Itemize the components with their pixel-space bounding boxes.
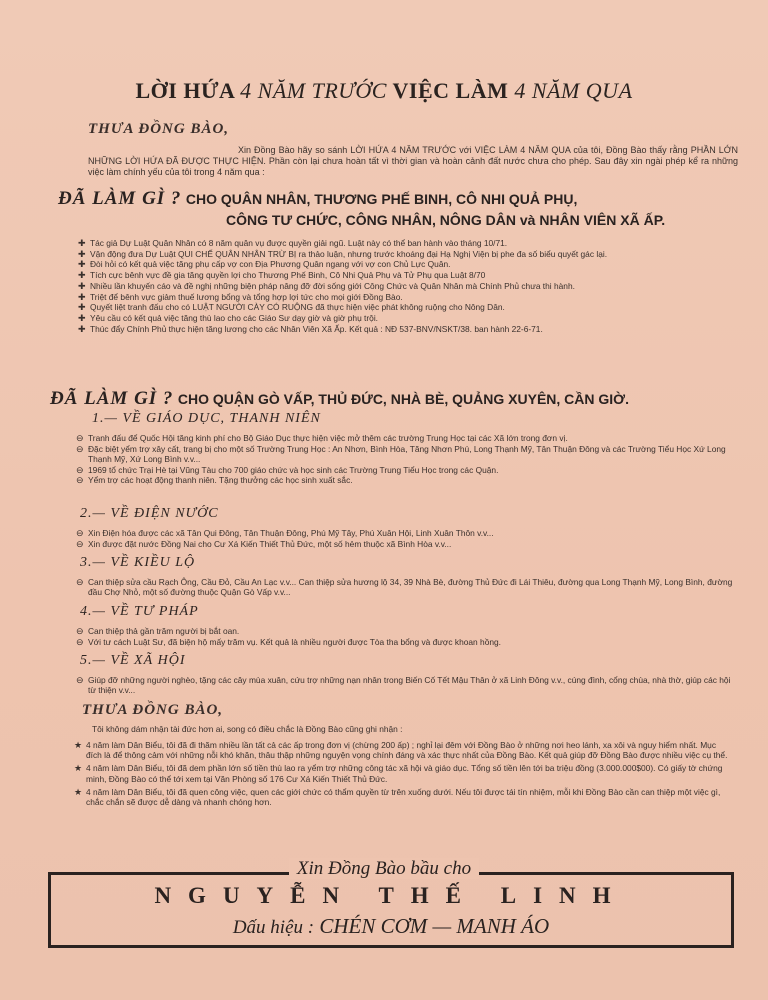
candidate-symbol [48,914,734,939]
list-item: ✚ Tác giả Dự Luật Quân Nhân có 8 năm quân vụ được quyền giải ngũ. Luật này có thể ban hành vào tháng 10/71. [78,238,508,248]
subsection-4-list [76,626,734,647]
star-bullet-icon: ★ [74,786,83,797]
circle-bullet-icon: ⊖ [76,443,84,454]
cross-bullet-icon: ✚ [78,270,86,281]
cross-bullet-icon: ✚ [78,291,86,302]
list-item: ★ 4 năm làm Dân Biểu, tôi đã quen công việc, quen các giới chức có thẩm quyền từ trên xuống dưới. Nếu tôi được tái tín nhiệm, mỗi khi Đồng Bào cần can thiệp một việc gì, chắc chắn sẽ được dễ dàng và nhanh chóng hơn. [74,786,721,808]
list-item: ⊖ Xin Điện hóa được các xã Tân Qui Đông, Tân Thuận Đông, Phú Mỹ Tây, Phú Xuân Hội, Linh Xuân Thôn v.v... [76,528,494,538]
subsection-3-heading: 3.— VỀ KIỀU LỘ [80,555,196,570]
cross-bullet-icon: ✚ [78,248,86,259]
list-item: ⊖ 1969 tổ chức Trại Hè tại Vũng Tàu cho 700 giáo chức và học sinh các Trường Trung Tiểu Học trong các Quận. [76,464,499,475]
list-item: ✚ Yêu cầu có kết quả việc tăng thù lao cho các Giáo Sư dạy giờ và giờ phụ trội. [78,312,379,323]
list-item: ⊖ Giúp đỡ những người nghèo, tặng các cây mùa xuân, cứu trợ những nạn nhân trong Biến Cố Tết Mậu Thân ở xã Linh Đông v.v., cúng đình, cổng chùa, nhà thờ, giúp các hội từ thiện v.v... [76,675,731,696]
section-1-list [78,238,733,334]
symbol-label: Dấu hiệu : [232,917,315,938]
cross-bullet-icon: ✚ [78,280,86,291]
circle-bullet-icon: ⊖ [76,675,84,685]
subsection-2-list [76,528,734,549]
page-title [0,78,768,104]
title-part-4: 4 NĂM QUA [514,78,633,103]
cross-bullet-icon: ✚ [78,238,86,248]
closing-text: Tôi không dám nhận tài đức hơn ai, song có điều chắc là Đồng Bào cũng ghi nhận : [92,724,403,734]
section-1-line-1: CHO QUÂN NHÂN, THƯƠNG PHẾ BINH, CÔ NHI QUẢ PHỤ, [185,191,578,207]
list-item: ✚ Đòi hỏi có kết quả việc tăng phụ cấp vợ con Địa Phương Quân ngang với vợ con Chủ Lực Quân. [78,259,451,270]
list-item: ⊖ Can thiệp sửa cầu Rạch Ông, Cầu Đỏ, Cầu An Lạc v.v... Can thiệp sửa hương lộ 34, 39 Nhà Bè, đường Thủ Đức đi Lái Thiêu, đường qua Long Thạnh Mỹ, Long Bình, đường đầu Chợ Nhỏ, một số đường thuộc Quận Gò Vấp v.v... [76,577,733,598]
list-item: ✚ Vận động đưa Dự Luật QUI CHẾ QUÂN NHÂN TRỪ BỊ ra thảo luận, nhưng trước khoáng đại Hạ Nghị Viện bị phe đa số biểu quyết gác lại. [78,248,608,259]
title-part-1: LỜI HỨA [135,78,235,103]
subsection-1-heading: 1.— VỀ GIÁO DỤC, THANH NIÊN [92,411,321,426]
subsection-1-list [76,433,734,486]
greeting: THƯA ĐỒNG BÀO, [88,121,230,137]
list-item: ✚ Tích cực bênh vực đề gia tăng quyền lợi cho Thương Phế Binh, Cô Nhi Quả Phụ và Tử Phụ qua Luật 8/70 [78,270,486,281]
cross-bullet-icon: ✚ [78,259,86,270]
star-bullet-icon: ★ [74,740,83,750]
title-part-3: VIỆC LÀM [392,78,509,103]
list-item: ⊖ Xin được đặt nước Đồng Nai cho Cư Xá Kiến Thiết Thủ Đức, một số hẻm thuộc xã Bình Hòa v.v... [76,538,452,549]
cross-bullet-icon: ✚ [78,312,86,323]
intro-paragraph [88,145,738,178]
circle-bullet-icon: ⊖ [76,577,84,587]
circle-bullet-icon: ⊖ [76,626,84,636]
circle-bullet-icon: ⊖ [76,528,84,538]
section-2-line-1: CHO QUẬN GÒ VẤP, THỦ ĐỨC, NHÀ BÈ, QUẢNG XUYÊN, CẦN GIỜ. [177,391,630,407]
list-item: ★ 4 năm làm Dân Biểu, tôi đã dem phần lớn số tiền thù lao ra yểm trợ những công tác xã hội và giáo dục. Tổng số tiền lên tới ba triệu đồng (3.000.000$00). Có giấy tờ chứng minh, Đồng Bào có thể tới xem tại Văn Phòng số 176 Cư Xá Kiến Thiết Thủ Đức. [74,763,723,784]
cross-bullet-icon: ✚ [78,323,86,334]
circle-bullet-icon: ⊖ [76,464,84,475]
list-item: ⊖ Với tư cách Luật Sư, đã biện hộ mấy trăm vụ. Kết quả là nhiều người được Tòa tha bổng và được khoan hồng. [76,636,502,647]
list-item: ⊖ Yểm trợ các hoạt động thanh niên. Tặng thưởng các học sinh xuất sắc. [76,475,353,486]
section-1-lead: ĐÃ LÀM GÌ ? [58,188,182,209]
list-item: ✚ Quyết liệt tranh đấu cho có LUẬT NGƯỜI CÀY CÓ RUỘNG đã thực hiện việc phát không ruộng cho Nông Dân. [78,302,505,313]
subsection-2-heading: 2.— VỀ ĐIỆN NƯỚC [80,506,219,521]
section-2-lead: ĐÃ LÀM GÌ ? [50,388,174,409]
section-1-heading [58,188,758,228]
title-part-2: 4 NĂM TRƯỚC [240,78,387,103]
list-item: ⊖ Tranh đấu để Quốc Hội tăng kinh phí cho Bộ Giáo Dục thực hiện việc mở thêm các trường Trung Học tại các Xã lớn trong đơn vị. [76,433,568,443]
list-item: ✚ Triệt để bênh vực giảm thuế lương bổng và tổng hợp lợi tức cho mọi giới Đồng Bào. [78,291,403,302]
closing-greeting: THƯA ĐỒNG BÀO, [82,702,224,718]
candidate-name: NGUYỄN THẾ LINH [154,883,628,908]
intro-text: Xin Đồng Bào hãy so sánh LỜI HỨA 4 NĂM TRƯỚC với VIỆC LÀM 4 NĂM QUA của tôi, Đồng Bào thấy rằng PHẦN LỚN NHỮNG LỜI HỨA ĐÃ ĐƯỢC THỰC HIỆN. Phần còn lại chưa hoàn tất vì thời gian và hoàn cảnh đất nước chưa cho phép. Sau đây xin ngài phép kể ra những việc làm chính yếu của tôi trong 4 năm qua : [88,145,738,177]
subsection-5-heading: 5.— VỀ XÃ HỘI [80,653,186,668]
list-item: ✚ Thúc đẩy Chính Phủ thực hiện tăng lương cho các Nhân Viên Xã Ấp. Kết quả : NĐ 537-BNV/NSKT/38. ban hành 22-6-71. [78,323,543,334]
circle-bullet-icon: ⊖ [76,475,84,486]
list-item: ⊖ Can thiệp thả gần trăm người bị bắt oan. [76,626,240,636]
list-item: ✚ Nhiều lần khuyến cáo và đề nghị những biện pháp nâng đỡ đời sống giới Công Chức và Quân Nhân mà Chính Phủ chưa thi hành. [78,280,575,291]
closing-list [74,740,734,808]
subsection-4-heading: 4.— VỀ TƯ PHÁP [80,604,199,619]
list-item: ⊖ Đặc biệt yểm trợ xây cất, trang bị cho một số Trường Trung Học : An Nhơn, Bình Hòa, Tăng Nhơn Phú, Long Thạnh Mỹ, Tân Thuận Đông và các Trường Tiểu Học Xứ Long Thạnh Mỹ, Xứ Long Bình v.v... [76,443,726,464]
circle-bullet-icon: ⊖ [76,636,84,647]
section-2-heading [50,388,760,410]
circle-bullet-icon: ⊖ [76,433,84,443]
subsection-3-list [76,577,734,598]
star-bullet-icon: ★ [74,763,83,774]
cross-bullet-icon: ✚ [78,302,86,313]
subsection-5-list [76,675,734,696]
symbol-value: CHÉN CƠM — MANH ÁO [319,914,550,938]
list-item: ★ 4 năm làm Dân Biểu, tôi đã đi thăm nhiều lần tất cả các ấp trong đơn vị (chừng 200 ấp) ; nghỉ lại đêm với Đồng Bào ở những nơi heo lánh, xa xôi và nguy hiểm nhất. Mục đích là để thông cảm với những nỗi khó khăn, thâu thập những nguyện vọng chính đáng và xác thực nhất của Đồng Bào. Kết quả giúp đỡ Đồng Bào được nhiều việc cụ thể. [74,740,728,761]
circle-bullet-icon: ⊖ [76,538,84,549]
vote-request: Xin Đồng Bào bầu cho [0,858,768,880]
section-1-line-2: CÔNG TƯ CHỨC, CÔNG NHÂN, NÔNG DÂN và NHÂN VIÊN XÃ ẤP. [226,212,666,228]
